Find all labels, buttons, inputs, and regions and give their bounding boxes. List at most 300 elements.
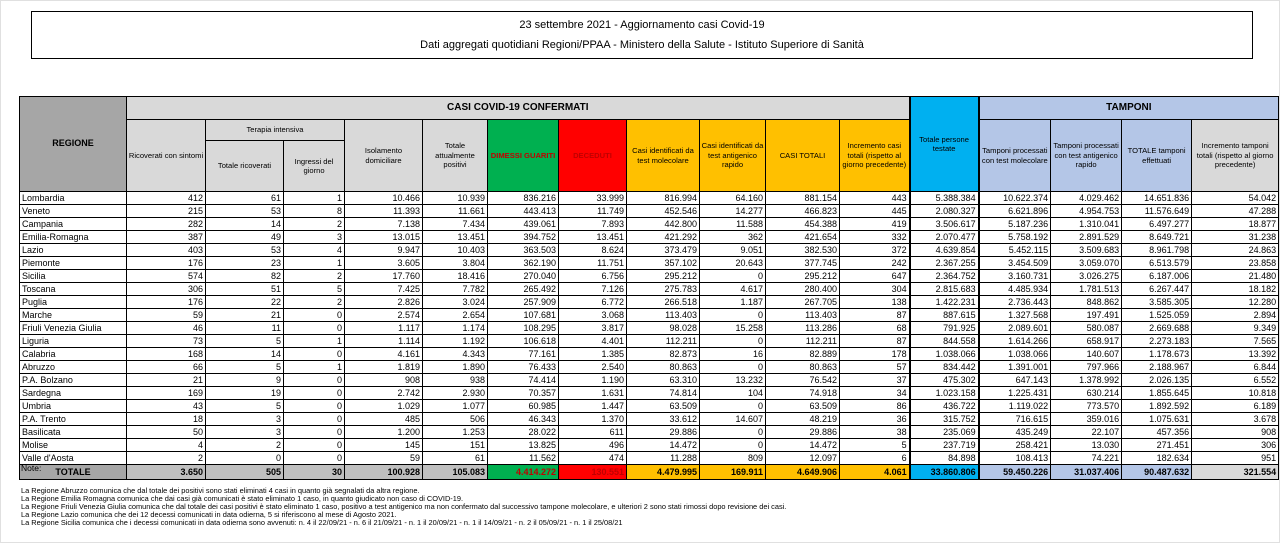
table-cell: 908 <box>345 374 423 387</box>
table-cell: 454.388 <box>766 218 840 231</box>
table-row <box>20 296 1279 309</box>
region-name-cell: Molise <box>20 439 127 452</box>
table-cell: 20.643 <box>700 257 766 270</box>
table-cell: 11 <box>206 322 284 335</box>
column-header-tamponi-molecolare: Tamponi processati con test molecolare <box>979 120 1051 192</box>
table-cell: 506 <box>423 413 488 426</box>
total-value-cell: 90.487.632 <box>1122 465 1192 480</box>
table-cell: 6.187.006 <box>1122 270 1192 283</box>
table-cell: 5.452.115 <box>979 244 1051 257</box>
table-cell: 87 <box>840 335 910 348</box>
table-cell: 59 <box>127 309 206 322</box>
table-cell: 2.654 <box>423 309 488 322</box>
table-cell: 2.188.967 <box>1122 361 1192 374</box>
table-cell: 10.818 <box>1192 387 1279 400</box>
table-cell: 4 <box>127 439 206 452</box>
table-cell: 10.466 <box>345 192 423 205</box>
column-header-regione: REGIONE <box>20 97 127 192</box>
table-cell: 2.891.529 <box>1051 231 1122 244</box>
total-value-cell: 3.650 <box>127 465 206 480</box>
table-cell: 14.607 <box>700 413 766 426</box>
column-header-casi-totali: CASI TOTALI <box>766 120 840 192</box>
table-cell: 315.752 <box>910 413 979 426</box>
table-cell: 11.751 <box>559 257 627 270</box>
table-cell: 0 <box>284 387 345 400</box>
table-cell: 5.388.384 <box>910 192 979 205</box>
table-cell: 13.392 <box>1192 348 1279 361</box>
table-cell: 98.028 <box>627 322 700 335</box>
table-cell: 113.403 <box>766 309 840 322</box>
table-cell: 0 <box>284 374 345 387</box>
table-cell: 12.097 <box>766 452 840 465</box>
table-cell: 0 <box>284 452 345 465</box>
table-cell: 791.925 <box>910 322 979 335</box>
table-cell: 86 <box>840 400 910 413</box>
table-row <box>20 426 1279 439</box>
table-cell: 2.273.183 <box>1122 335 1192 348</box>
table-cell: 658.917 <box>1051 335 1122 348</box>
table-cell: 496 <box>559 439 627 452</box>
table-cell: 362 <box>700 231 766 244</box>
table-cell: 382.530 <box>766 244 840 257</box>
table-cell: 5 <box>206 400 284 413</box>
table-cell: 76.542 <box>766 374 840 387</box>
table-cell: 74.918 <box>766 387 840 400</box>
notes-heading: Note: <box>21 463 42 473</box>
table-cell: 836.216 <box>488 192 559 205</box>
table-cell: 169 <box>127 387 206 400</box>
table-cell: 457.356 <box>1122 426 1192 439</box>
total-value-cell: 105.083 <box>423 465 488 480</box>
table-cell: 773.570 <box>1051 400 1122 413</box>
table-cell: 0 <box>700 361 766 374</box>
table-cell: 60.985 <box>488 400 559 413</box>
group-header-terapia-intensiva: Terapia intensiva <box>206 120 345 141</box>
table-cell: 21 <box>127 374 206 387</box>
table-cell: 13.015 <box>345 231 423 244</box>
table-cell: 19 <box>206 387 284 400</box>
table-cell: 1.890 <box>423 361 488 374</box>
table-cell: 1.038.066 <box>979 348 1051 361</box>
table-cell: 46.343 <box>488 413 559 426</box>
region-name-cell: Piemonte <box>20 257 127 270</box>
table-cell: 372 <box>840 244 910 257</box>
table-cell: 844.558 <box>910 335 979 348</box>
table-cell: 2.367.255 <box>910 257 979 270</box>
table-cell: 439.061 <box>488 218 559 231</box>
region-name-cell: Liguria <box>20 335 127 348</box>
table-cell: 145 <box>345 439 423 452</box>
total-value-cell: 130.551 <box>559 465 627 480</box>
table-cell: 21.480 <box>1192 270 1279 283</box>
table-cell: 4.029.462 <box>1051 192 1122 205</box>
table-cell: 2.894 <box>1192 309 1279 322</box>
table-cell: 2.742 <box>345 387 423 400</box>
table-cell: 0 <box>284 439 345 452</box>
table-cell: 197.491 <box>1051 309 1122 322</box>
table-cell: 362.190 <box>488 257 559 270</box>
table-cell: 6.621.896 <box>979 205 1051 218</box>
table-cell: 2.026.135 <box>1122 374 1192 387</box>
table-cell: 15.258 <box>700 322 766 335</box>
table-cell: 1.114 <box>345 335 423 348</box>
table-cell: 28.022 <box>488 426 559 439</box>
table-cell: 1.023.158 <box>910 387 979 400</box>
table-cell: 14 <box>206 218 284 231</box>
table-cell: 1.253 <box>423 426 488 439</box>
table-cell: 68 <box>840 322 910 335</box>
table-cell: 5 <box>206 335 284 348</box>
column-header-ricoverati: Ricoverati con sintomi <box>127 120 206 192</box>
region-name-cell: P.A. Trento <box>20 413 127 426</box>
table-cell: 1.029 <box>345 400 423 413</box>
total-value-cell: 100.928 <box>345 465 423 480</box>
table-cell: 475.302 <box>910 374 979 387</box>
table-cell: 113.403 <box>627 309 700 322</box>
table-cell: 29.886 <box>766 426 840 439</box>
table-cell: 485 <box>345 413 423 426</box>
table-row <box>20 374 1279 387</box>
table-cell: 938 <box>423 374 488 387</box>
total-value-cell: 30 <box>284 465 345 480</box>
table-cell: 3 <box>206 413 284 426</box>
table-cell: 66 <box>127 361 206 374</box>
table-cell: 387 <box>127 231 206 244</box>
table-cell: 275.783 <box>627 283 700 296</box>
table-cell: 1.327.568 <box>979 309 1051 322</box>
table-cell: 419 <box>840 218 910 231</box>
column-header-tamponi-antigenico: Tamponi processati con test antigenico rapido <box>1051 120 1122 192</box>
region-name-cell: Lombardia <box>20 192 127 205</box>
table-row <box>20 322 1279 335</box>
table-cell: 0 <box>284 400 345 413</box>
table-cell: 53 <box>206 205 284 218</box>
table-cell: 53 <box>206 244 284 257</box>
table-cell: 443.413 <box>488 205 559 218</box>
table-cell: 4 <box>284 244 345 257</box>
table-cell: 1.077 <box>423 400 488 413</box>
table-cell: 14.277 <box>700 205 766 218</box>
table-cell: 235.069 <box>910 426 979 439</box>
table-cell: 1.200 <box>345 426 423 439</box>
table-cell: 112.211 <box>627 335 700 348</box>
column-header-isolamento: Isolamento domiciliare <box>345 120 423 192</box>
table-cell: 18.877 <box>1192 218 1279 231</box>
table-cell: 6.189 <box>1192 400 1279 413</box>
table-cell: 3 <box>206 426 284 439</box>
table-cell: 113.286 <box>766 322 840 335</box>
table-cell: 6 <box>840 452 910 465</box>
table-cell: 14.472 <box>627 439 700 452</box>
table-cell: 4.343 <box>423 348 488 361</box>
table-cell: 73 <box>127 335 206 348</box>
table-cell: 182.634 <box>1122 452 1192 465</box>
table-cell: 74.814 <box>627 387 700 400</box>
table-cell: 138 <box>840 296 910 309</box>
report-subtitle: Dati aggregati quotidiani Regioni/PPAA - Ministero della Salute - Istituto Superiore di Sanità <box>420 38 864 51</box>
table-cell: 51 <box>206 283 284 296</box>
table-cell: 359.016 <box>1051 413 1122 426</box>
table-cell: 0 <box>700 335 766 348</box>
table-cell: 3.605 <box>345 257 423 270</box>
table-cell: 108.413 <box>979 452 1051 465</box>
table-cell: 6.756 <box>559 270 627 283</box>
table-cell: 107.681 <box>488 309 559 322</box>
table-cell: 108.295 <box>488 322 559 335</box>
table-cell: 445 <box>840 205 910 218</box>
table-cell: 421.654 <box>766 231 840 244</box>
table-cell: 265.492 <box>488 283 559 296</box>
table-row <box>20 413 1279 426</box>
table-cell: 21 <box>206 309 284 322</box>
table-cell: 74.221 <box>1051 452 1122 465</box>
table-cell: 0 <box>700 309 766 322</box>
table-cell: 3.026.275 <box>1051 270 1122 283</box>
column-header-casi-antigenico: Casi identificati da test antigenico rapido <box>700 120 766 192</box>
table-cell: 5 <box>206 361 284 374</box>
table-cell: 357.102 <box>627 257 700 270</box>
table-cell: 306 <box>127 283 206 296</box>
region-name-cell: Puglia <box>20 296 127 309</box>
table-cell: 104 <box>700 387 766 400</box>
table-cell: 435.249 <box>979 426 1051 439</box>
table-cell: 13.232 <box>700 374 766 387</box>
table-cell: 2 <box>284 296 345 309</box>
column-header-terapia-ingressi: Ingressi del giorno <box>284 141 345 192</box>
table-cell: 3.454.509 <box>979 257 1051 270</box>
table-cell: 33.999 <box>559 192 627 205</box>
table-cell: 2.574 <box>345 309 423 322</box>
table-cell: 580.087 <box>1051 322 1122 335</box>
table-row <box>20 361 1279 374</box>
table-header <box>20 97 1279 192</box>
table-row <box>20 335 1279 348</box>
table-cell: 242 <box>840 257 910 270</box>
table-cell: 0 <box>284 426 345 439</box>
table-cell: 16 <box>700 348 766 361</box>
table-cell: 0 <box>206 452 284 465</box>
table-cell: 48.219 <box>766 413 840 426</box>
table-cell: 2.364.752 <box>910 270 979 283</box>
table-cell: 3.804 <box>423 257 488 270</box>
group-header-casi-confermati: CASI COVID-19 CONFERMATI <box>127 97 910 120</box>
table-cell: 112.211 <box>766 335 840 348</box>
covid-data-table <box>19 96 1279 480</box>
table-cell: 87 <box>840 309 910 322</box>
table-cell: 282 <box>127 218 206 231</box>
table-cell: 0 <box>700 426 766 439</box>
table-cell: 4.954.753 <box>1051 205 1122 218</box>
table-cell: 4.485.934 <box>979 283 1051 296</box>
region-name-cell: Basilicata <box>20 426 127 439</box>
total-value-cell: 169.911 <box>700 465 766 480</box>
table-cell: 9 <box>206 374 284 387</box>
report-title-box <box>31 11 1253 59</box>
table-cell: 11.393 <box>345 205 423 218</box>
table-cell: 61 <box>206 192 284 205</box>
table-row <box>20 439 1279 452</box>
table-cell: 2.070.477 <box>910 231 979 244</box>
table-cell: 0 <box>284 309 345 322</box>
table-cell: 403 <box>127 244 206 257</box>
table-cell: 4.617 <box>700 283 766 296</box>
table-cell: 5.758.192 <box>979 231 1051 244</box>
table-cell: 951 <box>1192 452 1279 465</box>
table-cell: 33.612 <box>627 413 700 426</box>
table-cell: 43 <box>127 400 206 413</box>
table-cell: 630.214 <box>1051 387 1122 400</box>
table-cell: 1 <box>284 361 345 374</box>
table-cell: 63.509 <box>627 400 700 413</box>
note-line: La Regione Friuli Venezia Giulia comunica che dal totale dei casi positivi è stato eliminato 1 caso, positivo a test antigenico ma non confermato dal successivo tampone molecolare, e ulteriori 2 sono stati rimossi dopo revisione dei casi. <box>21 501 787 511</box>
table-cell: 266.518 <box>627 296 700 309</box>
table-cell: 1.631 <box>559 387 627 400</box>
table-cell: 31.238 <box>1192 231 1279 244</box>
table-cell: 3.817 <box>559 322 627 335</box>
table-cell: 8.624 <box>559 244 627 257</box>
table-cell: 2 <box>284 218 345 231</box>
table-cell: 13.451 <box>423 231 488 244</box>
table-cell: 64.160 <box>700 192 766 205</box>
table-cell: 7.138 <box>345 218 423 231</box>
table-cell: 168 <box>127 348 206 361</box>
table-cell: 6.513.579 <box>1122 257 1192 270</box>
total-value-cell: 321.554 <box>1192 465 1279 480</box>
table-cell: 3.068 <box>559 309 627 322</box>
table-cell: 6.552 <box>1192 374 1279 387</box>
table-cell: 611 <box>559 426 627 439</box>
table-cell: 1.819 <box>345 361 423 374</box>
note-line: La Regione Lazio comunica che dei 12 decessi comunicati in data odierna, 5 si riferiscono al mese di Agosto 2021. <box>21 509 397 519</box>
table-cell: 8 <box>284 205 345 218</box>
table-cell: 140.607 <box>1051 348 1122 361</box>
table-cell: 363.503 <box>488 244 559 257</box>
table-cell: 80.863 <box>766 361 840 374</box>
table-cell: 7.425 <box>345 283 423 296</box>
table-cell: 3.585.305 <box>1122 296 1192 309</box>
table-cell: 151 <box>423 439 488 452</box>
table-cell: 809 <box>700 452 766 465</box>
table-cell: 1.855.645 <box>1122 387 1192 400</box>
column-header-persone-testate: Totale persone testate <box>910 97 979 192</box>
table-cell: 908 <box>1192 426 1279 439</box>
table-cell: 11.562 <box>488 452 559 465</box>
table-row <box>20 387 1279 400</box>
table-cell: 436.722 <box>910 400 979 413</box>
table-cell: 304 <box>840 283 910 296</box>
table-cell: 9.051 <box>700 244 766 257</box>
table-cell: 5 <box>284 283 345 296</box>
table-cell: 49 <box>206 231 284 244</box>
table-cell: 848.862 <box>1051 296 1122 309</box>
region-name-cell: P.A. Bolzano <box>20 374 127 387</box>
table-cell: 332 <box>840 231 910 244</box>
table-cell: 11.588 <box>700 218 766 231</box>
table-cell: 2.930 <box>423 387 488 400</box>
table-cell: 1.447 <box>559 400 627 413</box>
table-cell: 12.280 <box>1192 296 1279 309</box>
table-cell: 74.414 <box>488 374 559 387</box>
table-cell: 295.212 <box>766 270 840 283</box>
table-cell: 5.187.236 <box>979 218 1051 231</box>
table-cell: 4.401 <box>559 335 627 348</box>
table-cell: 11.576.649 <box>1122 205 1192 218</box>
table-cell: 11.288 <box>627 452 700 465</box>
table-cell: 2.089.601 <box>979 322 1051 335</box>
table-cell: 82.889 <box>766 348 840 361</box>
region-name-cell: Calabria <box>20 348 127 361</box>
table-cell: 24.863 <box>1192 244 1279 257</box>
table-cell: 70.357 <box>488 387 559 400</box>
table-cell: 1.178.673 <box>1122 348 1192 361</box>
table-cell: 394.752 <box>488 231 559 244</box>
table-cell: 13.451 <box>559 231 627 244</box>
table-cell: 178 <box>840 348 910 361</box>
region-name-cell: Valle d'Aosta <box>20 452 127 465</box>
table-cell: 4.161 <box>345 348 423 361</box>
table-cell: 7.565 <box>1192 335 1279 348</box>
note-line: La Regione Emilia Romagna comunica che dai casi già comunicati è stato eliminato 1 caso, in quanto giudicato non caso di COVID-19. <box>21 493 464 503</box>
table-cell: 2 <box>284 270 345 283</box>
table-cell: 881.154 <box>766 192 840 205</box>
column-header-incremento-casi: Incremento casi totali (rispetto al giorno precedente) <box>840 120 910 192</box>
table-cell: 1.119.022 <box>979 400 1051 413</box>
table-cell: 61 <box>423 452 488 465</box>
table-row <box>20 192 1279 205</box>
region-name-cell: Umbria <box>20 400 127 413</box>
table-cell: 176 <box>127 257 206 270</box>
table-cell: 9.349 <box>1192 322 1279 335</box>
table-cell: 1.378.992 <box>1051 374 1122 387</box>
region-name-cell: Veneto <box>20 205 127 218</box>
table-cell: 6.844 <box>1192 361 1279 374</box>
table-cell: 0 <box>284 413 345 426</box>
report-date-title: 23 settembre 2021 - Aggiornamento casi Covid-19 <box>519 19 765 32</box>
table-row <box>20 218 1279 231</box>
table-cell: 1.075.631 <box>1122 413 1192 426</box>
table-cell: 80.863 <box>627 361 700 374</box>
table-cell: 215 <box>127 205 206 218</box>
table-cell: 82 <box>206 270 284 283</box>
table-cell: 2.540 <box>559 361 627 374</box>
table-cell: 14 <box>206 348 284 361</box>
region-name-cell: Lazio <box>20 244 127 257</box>
table-cell: 17.760 <box>345 270 423 283</box>
table-cell: 11.749 <box>559 205 627 218</box>
table-cell: 816.994 <box>627 192 700 205</box>
table-cell: 47.288 <box>1192 205 1279 218</box>
total-value-cell: 59.450.226 <box>979 465 1051 480</box>
table-cell: 2 <box>206 439 284 452</box>
table-cell: 2.826 <box>345 296 423 309</box>
table-cell: 54.042 <box>1192 192 1279 205</box>
table-cell: 1.614.266 <box>979 335 1051 348</box>
column-header-casi-molecolare: Casi identificati da test molecolare <box>627 120 700 192</box>
table-cell: 82.873 <box>627 348 700 361</box>
table-cell: 3.509.683 <box>1051 244 1122 257</box>
table-cell: 76.433 <box>488 361 559 374</box>
table-cell: 2.736.443 <box>979 296 1051 309</box>
table-cell: 29.886 <box>627 426 700 439</box>
table-cell: 3.160.731 <box>979 270 1051 283</box>
table-cell: 10.622.374 <box>979 192 1051 205</box>
region-name-cell: Friuli Venezia Giulia <box>20 322 127 335</box>
group-header-tamponi: TAMPONI <box>979 97 1279 120</box>
table-cell: 57 <box>840 361 910 374</box>
column-header-deceduti: DECEDUTI <box>559 120 627 192</box>
table-cell: 7.434 <box>423 218 488 231</box>
total-label-cell: TOTALE <box>20 465 127 480</box>
